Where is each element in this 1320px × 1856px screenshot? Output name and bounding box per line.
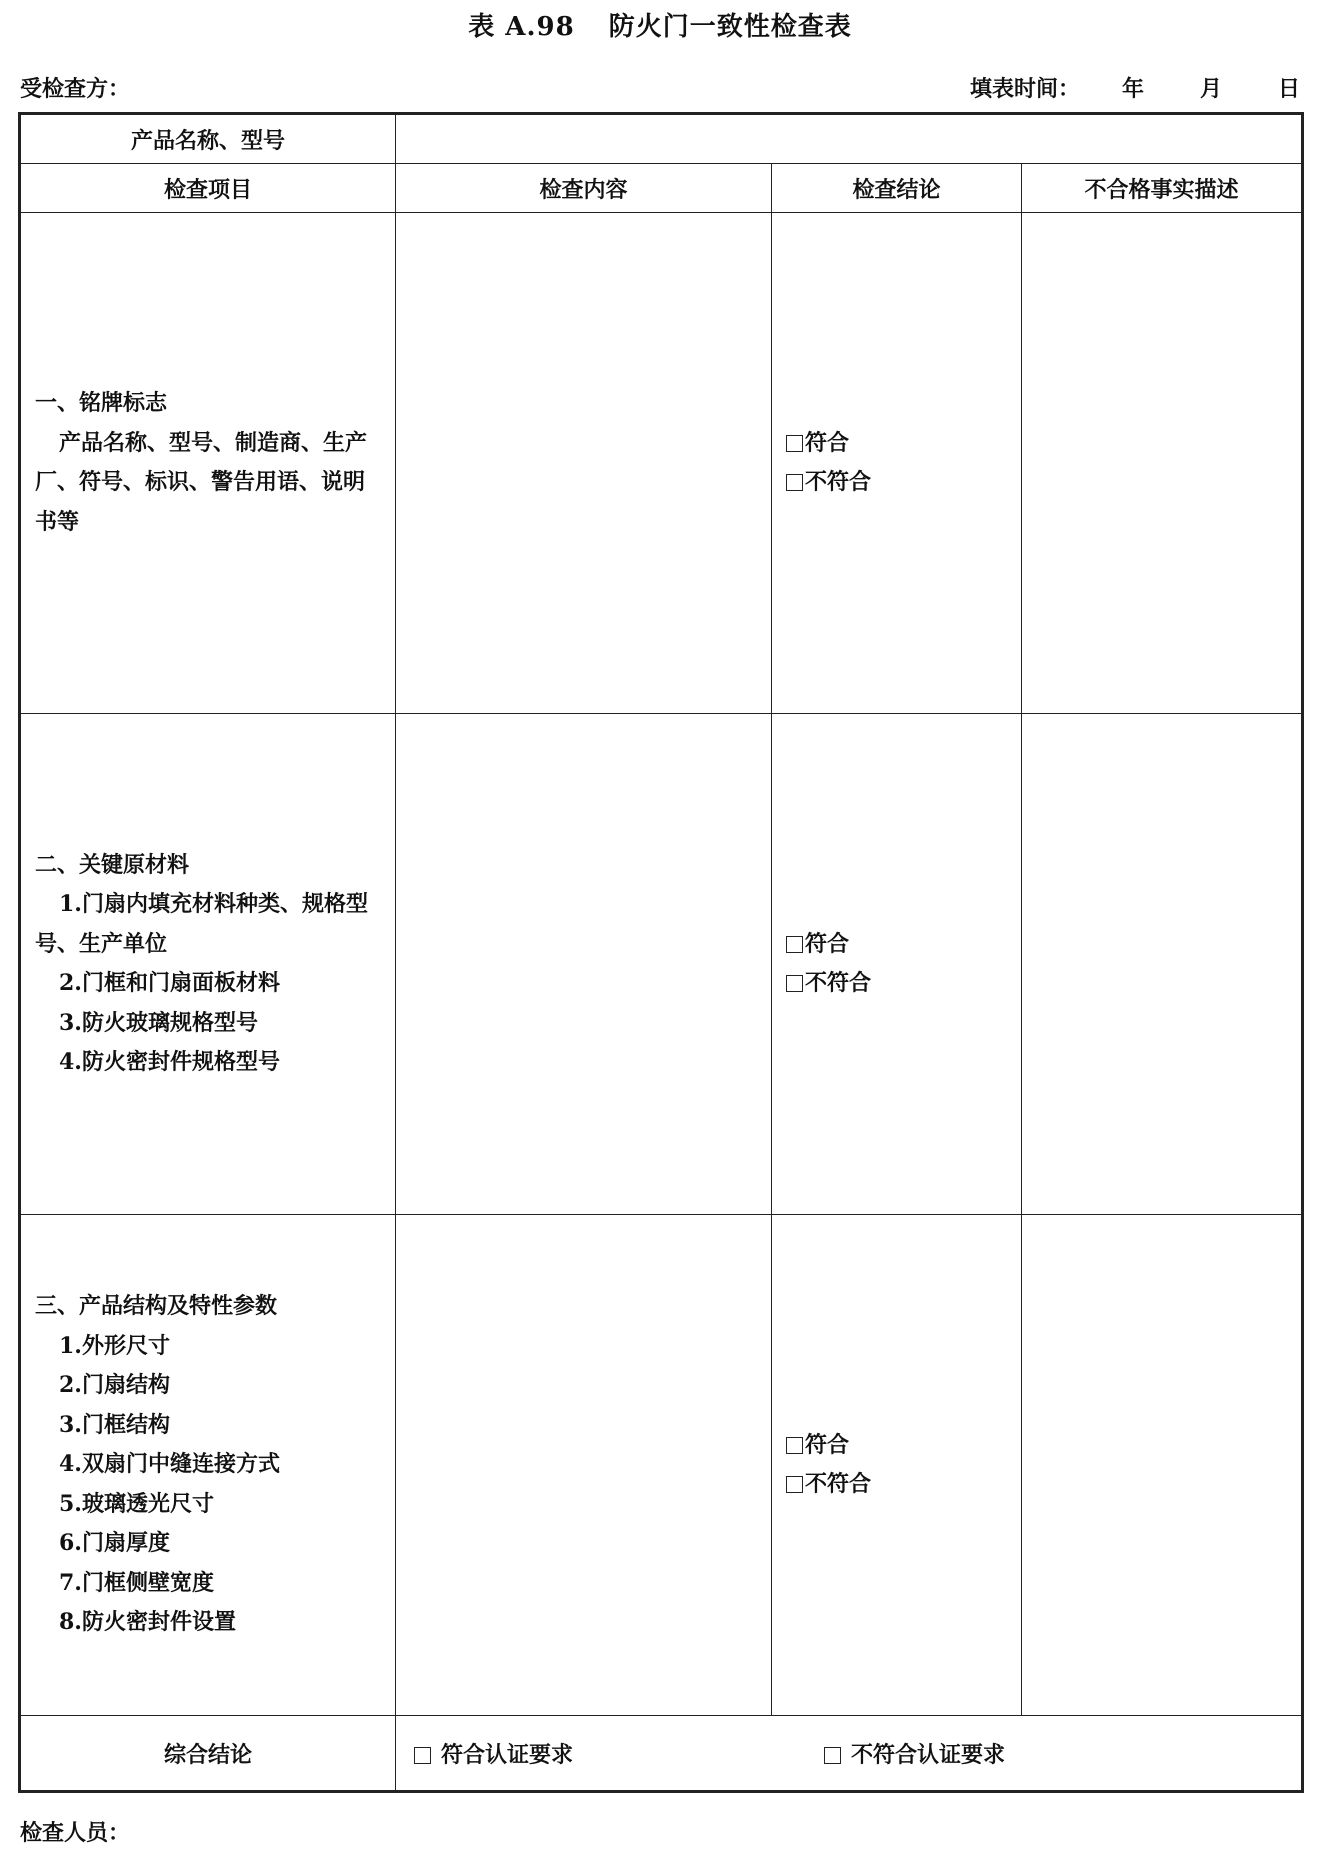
item-line: 3.防火玻璃规格型号 bbox=[59, 1009, 258, 1036]
header-description: 不合格事实描述 bbox=[1022, 164, 1303, 213]
pass-label: 符合 bbox=[805, 429, 850, 456]
product-value-cell[interactable] bbox=[396, 114, 1303, 164]
summary-options-cell bbox=[396, 1716, 1303, 1792]
month-label: 月 bbox=[1199, 76, 1222, 102]
checkbox-icon[interactable] bbox=[786, 975, 803, 992]
item-line: 8.防火密封件设置 bbox=[59, 1609, 236, 1636]
item-line: 2.门框和门扇面板材料 bbox=[59, 970, 280, 996]
description-cell[interactable] bbox=[1022, 714, 1303, 1215]
fail-option[interactable] bbox=[786, 463, 1021, 503]
day-label: 日 bbox=[1277, 76, 1300, 102]
item-cell bbox=[20, 1215, 396, 1716]
fill-time bbox=[970, 72, 1300, 103]
product-row bbox=[20, 114, 1303, 164]
table-row bbox=[20, 213, 1303, 714]
checkbox-icon[interactable] bbox=[786, 936, 803, 953]
year-label: 年 bbox=[1121, 76, 1144, 102]
pass-option[interactable] bbox=[786, 1426, 1021, 1466]
table-code: 表 A.98 bbox=[468, 12, 575, 42]
item-cell bbox=[20, 714, 396, 1215]
conclusion-cell bbox=[772, 714, 1022, 1215]
table-row bbox=[20, 714, 1303, 1215]
fail-option[interactable] bbox=[786, 964, 1021, 1004]
item-line: 产品名称、型号、制造商、生产厂、符号、标识、警告用语、说明书等 bbox=[35, 429, 368, 535]
item-title: 二、关键原材料 bbox=[35, 851, 190, 878]
item-line: 3.门框结构 bbox=[59, 1411, 170, 1438]
header-item: 检查项目 bbox=[20, 164, 396, 213]
item-line: 1.外形尺寸 bbox=[59, 1332, 170, 1359]
item-line: 4.双扇门中缝连接方式 bbox=[59, 1451, 280, 1478]
checkbox-icon[interactable] bbox=[786, 1476, 803, 1493]
description-cell[interactable] bbox=[1022, 1215, 1303, 1716]
content-cell[interactable] bbox=[396, 1215, 772, 1716]
content-cell[interactable] bbox=[396, 714, 772, 1215]
summary-label: 综合结论 bbox=[20, 1716, 396, 1792]
pass-option[interactable] bbox=[786, 925, 1021, 965]
summary-row bbox=[20, 1716, 1303, 1792]
pass-option[interactable] bbox=[786, 424, 1021, 464]
document-title bbox=[0, 6, 1320, 43]
checkbox-icon[interactable] bbox=[786, 435, 803, 452]
table-name: 防火门一致性检查表 bbox=[608, 12, 852, 42]
summary-pass-option[interactable] bbox=[414, 1738, 573, 1769]
fail-label: 不符合 bbox=[805, 469, 872, 495]
item-line: 2.门扇结构 bbox=[59, 1372, 170, 1399]
table-row bbox=[20, 1215, 1303, 1716]
item-line: 5.玻璃透光尺寸 bbox=[59, 1490, 214, 1517]
content-cell[interactable] bbox=[396, 213, 772, 714]
item-title: 一、铭牌标志 bbox=[35, 390, 168, 416]
inspection-table bbox=[18, 112, 1304, 1793]
summary-fail-option[interactable] bbox=[824, 1738, 1005, 1769]
item-line: 4.防火密封件规格型号 bbox=[59, 1049, 280, 1075]
fail-label: 不符合 bbox=[805, 1471, 872, 1497]
summary-fail-label: 不符合认证要求 bbox=[851, 1742, 1006, 1768]
header-content: 检查内容 bbox=[396, 164, 772, 213]
conclusion-cell bbox=[772, 213, 1022, 714]
header-row bbox=[20, 164, 1303, 213]
item-line: 7.门框侧壁宽度 bbox=[59, 1569, 214, 1596]
item-title: 三、产品结构及特性参数 bbox=[35, 1293, 278, 1320]
item-line: 1.门扇内填充材料种类、规格型号、生产单位 bbox=[35, 891, 368, 957]
product-label: 产品名称、型号 bbox=[20, 114, 396, 164]
fill-time-label: 填表时间： bbox=[969, 76, 1080, 102]
item-cell bbox=[20, 213, 396, 714]
inspected-party-label: 受检查方： bbox=[20, 76, 131, 102]
pass-label: 符合 bbox=[805, 1431, 850, 1458]
fail-label: 不符合 bbox=[805, 970, 872, 996]
conclusion-cell bbox=[772, 1215, 1022, 1716]
description-cell[interactable] bbox=[1022, 213, 1303, 714]
checkbox-icon[interactable] bbox=[786, 474, 803, 491]
inspector-label: 检查人员： bbox=[20, 1820, 131, 1846]
pass-label: 符合 bbox=[805, 930, 850, 957]
checkbox-icon[interactable] bbox=[414, 1747, 431, 1764]
checkbox-icon[interactable] bbox=[786, 1437, 803, 1454]
summary-pass-label: 符合认证要求 bbox=[441, 1742, 574, 1768]
meta-row bbox=[20, 72, 1300, 102]
fail-option[interactable] bbox=[786, 1465, 1021, 1505]
item-line: 6.门扇厚度 bbox=[59, 1530, 170, 1557]
checkbox-icon[interactable] bbox=[824, 1747, 841, 1764]
header-conclusion: 检查结论 bbox=[772, 164, 1022, 213]
